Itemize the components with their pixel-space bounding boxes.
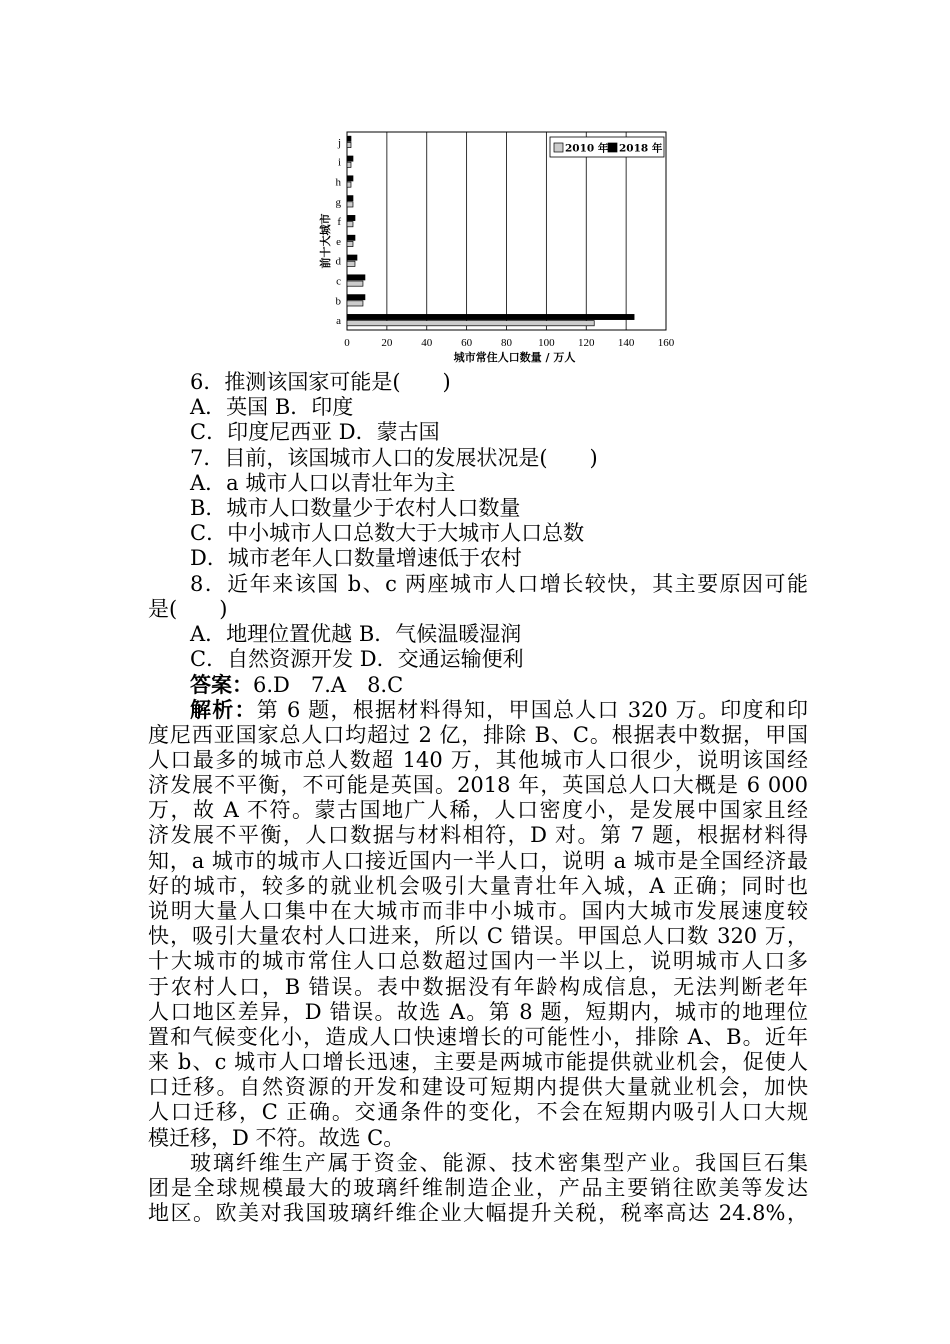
category-label: g [335, 196, 341, 209]
bar-2018 [347, 295, 365, 300]
category-label: e [336, 235, 341, 248]
x-axis-label: 城市常住人口数量 / 万人 [453, 351, 576, 364]
answer-line [148, 672, 808, 697]
bar-2010 [347, 142, 351, 147]
passage-first-line: 玻璃纤维生产属于资金、能源、技术密集型产业。我国巨石集 [190, 1150, 808, 1175]
x-tick-label: 140 [617, 337, 635, 349]
analysis-line: 说明大量人口集中在大城市而非中小城市。国内大城市发展速度较 [148, 898, 808, 923]
analysis-first: 第 6 题，根据材料得知，甲国总人口 320 万。印度和印 [256, 698, 808, 723]
x-tick-label: 20 [381, 337, 393, 349]
bar-2018 [347, 255, 357, 260]
bar-2018 [347, 235, 355, 240]
category-label: f [337, 216, 341, 229]
document-text [148, 370, 808, 1226]
bar-2010 [347, 222, 353, 227]
x-tick-label: 0 [344, 337, 350, 349]
passage-body [148, 1176, 808, 1226]
answer-label: 答案： [190, 672, 253, 698]
legend-label-2018: 2018 年 [619, 142, 663, 155]
category-label: h [335, 176, 341, 189]
legend-swatch-2010 [554, 143, 563, 152]
q7-option-c: C．中小城市人口总数大于大城市人口总数 [190, 521, 585, 546]
category-label: b [335, 295, 341, 308]
q8-stem-line2: 是( ) [148, 596, 228, 621]
x-tick-label: 60 [461, 337, 473, 349]
analysis-line: 济发展不平衡，不可能是英国。2018 年，英国总人口大概是 6 000 [148, 773, 808, 797]
analysis-line: 来 b、c 城市人口增长迅速，主要是两城市能提供就业机会，促使人 [148, 1050, 808, 1075]
q6-options-ab: A．英国 B．印度 [190, 395, 354, 420]
bar-2018 [347, 275, 365, 280]
bar-2010 [347, 281, 363, 286]
population-bar-chart [310, 125, 690, 370]
analysis-line: 济发展不平衡，人口数据与材料相符，D 对。第 7 题，根据材料得 [148, 823, 808, 848]
bar-2018 [347, 176, 353, 181]
analysis-line: 知，a 城市的城市人口接近国内一半人口，说明 a 城市是全国经济最 [148, 848, 808, 873]
bar-2018 [347, 215, 355, 220]
analysis-body [148, 723, 808, 1126]
category-label: i [337, 156, 341, 169]
analysis-line: 于农村人口，B 错误。表中数据没有年龄构成信息，无法判断老年 [148, 974, 808, 999]
bar-2010 [347, 321, 594, 326]
category-label: j [337, 136, 341, 149]
category-label: d [335, 255, 341, 268]
q7-option-b: B．城市人口数量少于农村人口数量 [190, 495, 521, 520]
q6-options-cd: C．印度尼西亚 D．蒙古国 [190, 420, 440, 445]
analysis-first-line [148, 697, 808, 722]
q8-options-ab: A．地理位置优越 B．气候温暖湿润 [190, 621, 522, 646]
bar-2010 [347, 202, 353, 207]
legend-label-2010: 2010 年 [565, 142, 609, 155]
q8-options-cd: C．自然资源开发 D．交通运输便利 [190, 647, 524, 672]
analysis-line: 万，故 A 不符。蒙古国地广人稀，人口密度小，是发展中国家且经 [148, 798, 808, 823]
analysis-line: 十大城市的城市常住人口总数超过国内一半以上，说明城市人口多 [148, 949, 808, 974]
analysis-last-line: 模迁移，D 不符。故选 C。 [148, 1125, 405, 1150]
passage-line: 地区。欧美对我国玻璃纤维企业大幅提升关税，税率高达 24.8%， [148, 1201, 808, 1226]
analysis-line: 快，吸引大量农村人口进来，所以 C 错误。甲国总人口数 320 万， [148, 924, 808, 949]
bar-2010 [347, 241, 353, 246]
q7-option-d: D．城市老年人口数量增速低于农村 [190, 546, 522, 571]
analysis-line: 置和气候变化小，造成人口快速增长的可能性小，排除 A、B。近年 [148, 1024, 808, 1049]
x-tick-label: 120 [578, 337, 595, 349]
q7-option-a: A．a 城市人口以青壮年为主 [190, 470, 456, 495]
legend-swatch-2018 [608, 143, 617, 152]
analysis-line: 口迁移。自然资源的开发和建设可短期内提供大量就业机会，加快 [148, 1075, 808, 1100]
q8-stem-line1: 8．近年来该国 b、c 两座城市人口增长较快，其主要原因可能 [190, 571, 808, 596]
analysis-line: 人口最多的城市总人数超 140 万，其他城市人口很少，说明该国经 [148, 747, 808, 772]
x-tick-label: 160 [657, 337, 675, 349]
q6-stem: 6．推测该国家可能是( ) [190, 370, 451, 394]
analysis-line: 好的城市，较多的就业机会吸引大量青壮年入城，A 正确；同时也 [148, 873, 808, 898]
bar-2010 [347, 162, 351, 167]
analysis-line: 人口地区差异，D 错误。故选 A。第 8 题，短期内，城市的地理位 [148, 999, 808, 1024]
chart-svg [310, 125, 690, 370]
analysis-label: 解析： [190, 697, 257, 723]
bar-2018 [347, 156, 353, 161]
bar-2010 [347, 182, 351, 187]
bar-2010 [347, 301, 363, 306]
y-axis-label: 前十大城市 [319, 213, 332, 269]
category-label: a [336, 315, 341, 328]
answer-value: 6.D 7.A 8.C [253, 673, 404, 698]
x-tick-label: 100 [538, 337, 555, 349]
x-tick-label: 40 [421, 337, 433, 349]
x-tick-label: 80 [501, 337, 512, 349]
analysis-line: 度尼西亚国家总人口均超过 2 亿，排除 B、C。根据表中数据，甲国 [148, 722, 808, 747]
bar-2010 [347, 261, 355, 266]
bar-2018 [347, 136, 351, 141]
category-label: c [336, 275, 341, 288]
analysis-line: 人口迁移，C 正确。交通条件的变化，不会在短期内吸引人口大规 [148, 1100, 808, 1125]
q7-stem: 7．目前，该国城市人口的发展状况是( ) [190, 445, 598, 470]
bar-2018 [347, 196, 353, 201]
bar-2018 [347, 314, 634, 319]
passage-line: 团是全球规模最大的玻璃纤维制造企业，产品主要销往欧美等发达 [148, 1176, 808, 1200]
